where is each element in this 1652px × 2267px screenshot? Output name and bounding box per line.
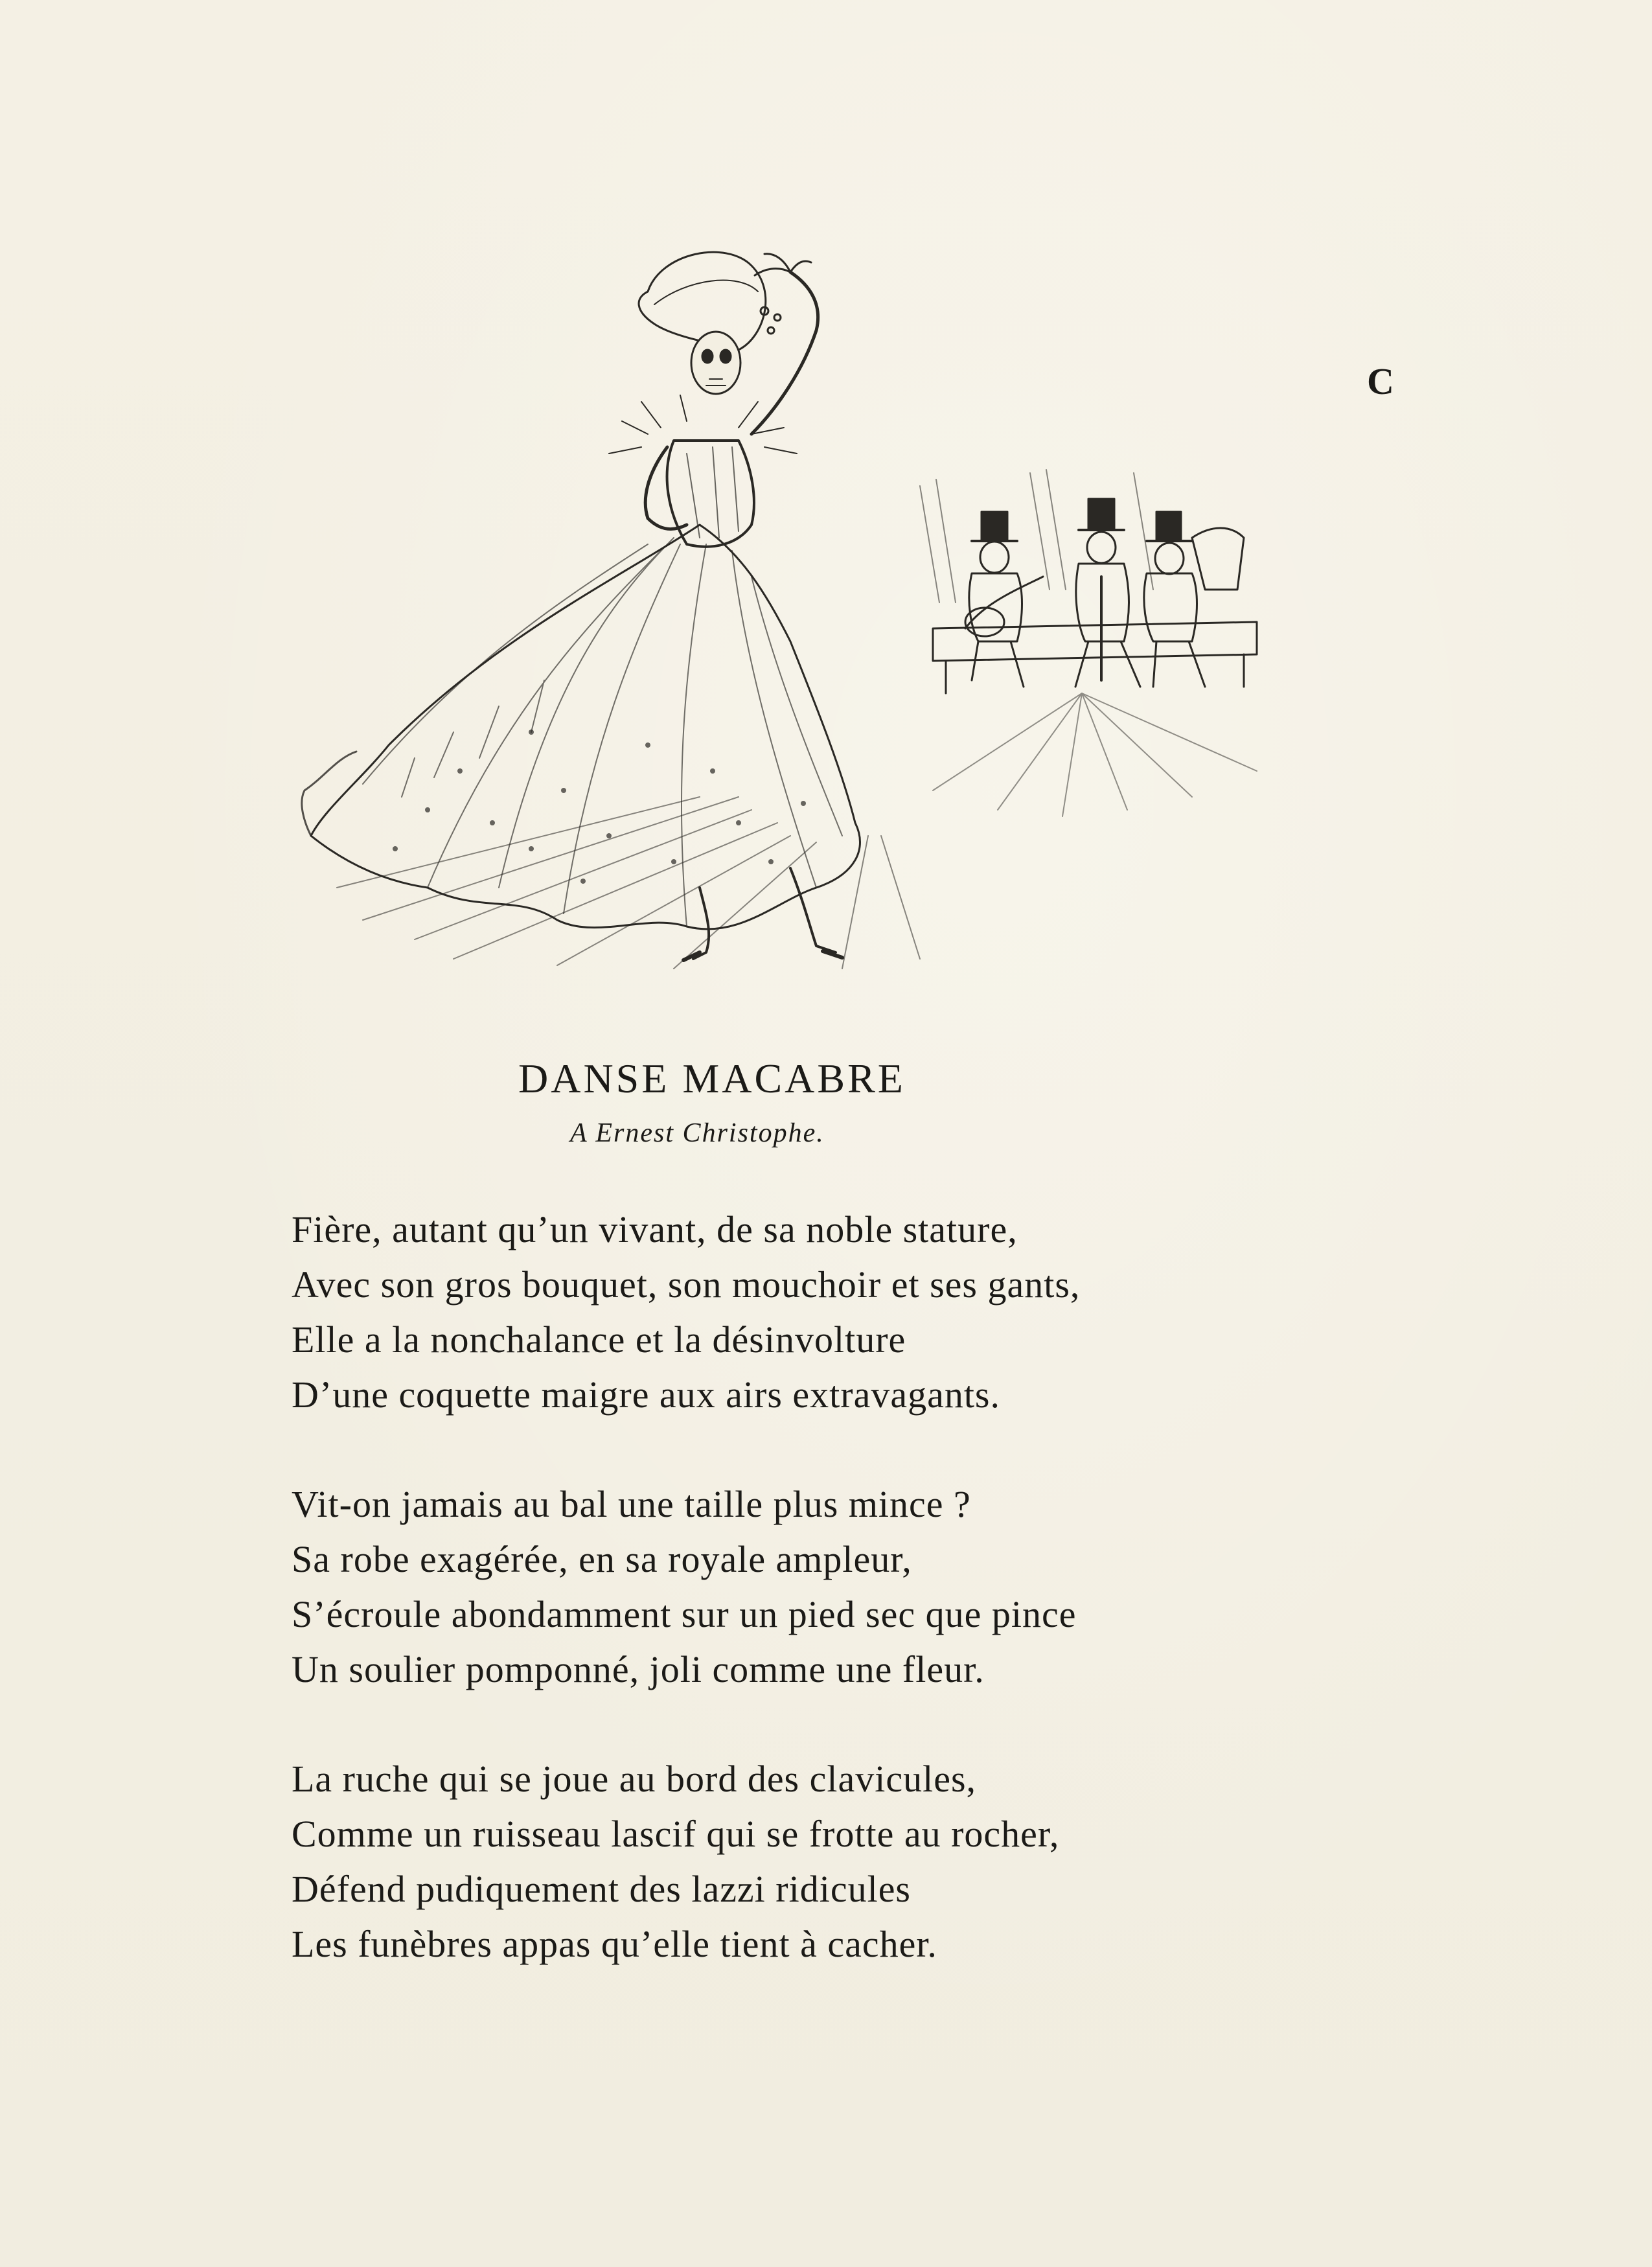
poem-line: Comme un ruisseau lascif qui se frotte au rocher, <box>292 1813 1060 1855</box>
page-marker: C <box>1367 360 1394 402</box>
show-through-text <box>279 10 288 51</box>
poem-line: Elle a la nonchalance et la désinvolture <box>292 1318 906 1361</box>
poem-line: Avec son gros bouquet, son mouchoir et ses gants, <box>292 1263 1081 1306</box>
danse-macabre-etching-icon <box>285 240 1354 972</box>
stanza <box>292 1751 1393 1972</box>
poem-line: S’écroule abondamment sur un pied sec que pince <box>292 1593 1077 1635</box>
stanza <box>292 1202 1393 1422</box>
stanza <box>292 1477 1393 1697</box>
poem-line: D’une coquette maigre aux airs extravagants. <box>292 1374 1001 1416</box>
poem-line: La ruche qui se joue au bord des clavicules, <box>292 1758 977 1800</box>
poem-title: DANSE MACABRE <box>518 1055 906 1101</box>
poem-body <box>292 1202 1393 2026</box>
poem-line: Vit-on jamais au bal une taille plus mince ? <box>292 1483 971 1525</box>
poem-line: Les funèbres appas qu’elle tient à cacher. <box>292 1923 937 1965</box>
poem-line: Un soulier pomponné, joli comme une fleur. <box>292 1648 985 1690</box>
poem-line: Sa robe exagérée, en sa royale ampleur, <box>292 1538 912 1580</box>
poem-line: Défend pudiquement des lazzi ridicules <box>292 1868 912 1910</box>
poem-dedication: A Ernest Christophe. <box>570 1118 825 1148</box>
poem-line: Fière, autant qu’un vivant, de sa noble stature, <box>292 1208 1018 1250</box>
